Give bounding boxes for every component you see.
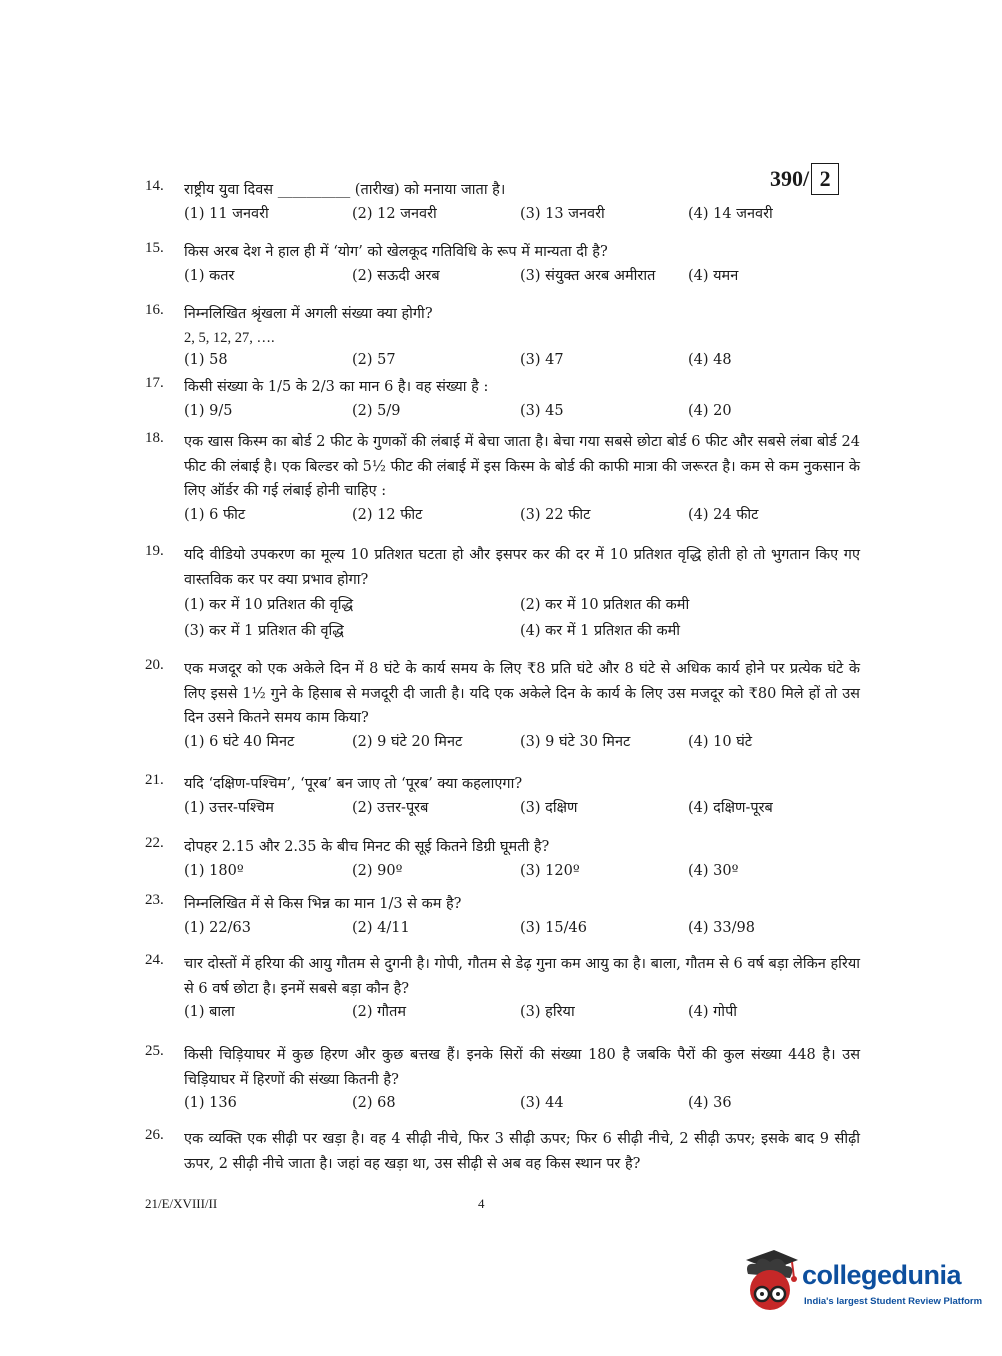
- options: [184, 349, 860, 371]
- question-19: [145, 543, 860, 644]
- option: (4) 10 घंटे: [688, 733, 753, 750]
- options: [184, 400, 860, 422]
- question-text: किसी चिड़ियाघर में कुछ हिरण और कुछ बत्तख हैं। इनके सिरों की संख्या 180 है जबकि पैरों की कुल संख्या 448 है। उस चिड़ियाघर में हिरणों की संख्या कितनी है?: [184, 1047, 860, 1088]
- option: (2) 4/11: [352, 919, 410, 936]
- options: [184, 1001, 860, 1023]
- question-number: 20.: [145, 657, 164, 673]
- option: (2) 90º: [352, 862, 403, 879]
- option: (3) 44: [520, 1095, 564, 1111]
- series-line: 2, 5, 12, 27, ….: [184, 329, 275, 346]
- options: [184, 203, 860, 225]
- option: (3) दक्षिण: [520, 799, 578, 816]
- question-number: 14.: [145, 178, 164, 194]
- question-18: [145, 430, 860, 526]
- option: (3) संयुक्त अरब अमीरात: [520, 267, 656, 284]
- option: (3) 13 जनवरी: [520, 205, 605, 222]
- question-number: 16.: [145, 302, 164, 318]
- options: [184, 1092, 860, 1114]
- option: (1) 180º: [184, 862, 244, 879]
- question-23: [145, 892, 860, 939]
- option: (1) 22/63: [184, 919, 251, 936]
- option: (1) 11 जनवरी: [184, 205, 269, 222]
- brand-tagline: India's largest Student Review Platform: [804, 1296, 983, 1307]
- option: (3) हरिया: [520, 1004, 575, 1020]
- option: (1) उत्तर-पश्चिम: [184, 799, 274, 816]
- question-text: निम्नलिखित श्रृंखला में अगली संख्या क्या होगी?: [184, 306, 433, 322]
- option: (1) 6 घंटे 40 मिनट: [184, 733, 295, 750]
- option: (2) कर में 10 प्रतिशत की कमी: [520, 597, 690, 613]
- question-number: 25.: [145, 1043, 164, 1059]
- question-text: किसी संख्या के 1/5 के 2/3 का मान 6 है। वह संख्या है :: [184, 379, 489, 395]
- option: (2) 12 फीट: [352, 506, 423, 523]
- option: (1) 136: [184, 1095, 237, 1111]
- option: (1) बाला: [184, 1004, 235, 1020]
- option: (3) 22 फीट: [520, 506, 591, 523]
- question-text: एक मजदूर को एक अकेले दिन में 8 घंटे के कार्य समय के लिए ₹8 प्रति घंटे और 8 घंटे से अधिक कार्य होने पर प्रत्येक घंटे के लिए इससे 1½ गुने के हिसाब से मजदूरी दी जाती है। यदि एक अकेले दिन के कार्य के लिए उस मजदूर को ₹80 मिले हों तो उस दिन उसने कितने समय काम किया?: [184, 661, 860, 726]
- mascot-icon: [740, 1248, 802, 1318]
- question-number: 21.: [145, 772, 164, 788]
- question-text: निम्नलिखित में से किस भिन्न का मान 1/3 से कम है?: [184, 896, 462, 912]
- option: (2) 68: [352, 1095, 396, 1111]
- watermark-logo: [740, 1248, 983, 1318]
- option: (3) 47: [520, 351, 564, 368]
- question-20: [145, 657, 860, 753]
- paper-code-text: 390/: [770, 166, 810, 191]
- option: (1) कर में 10 प्रतिशत की वृद्धि: [184, 597, 354, 613]
- option: (3) 15/46: [520, 919, 587, 936]
- question-17: [145, 375, 860, 422]
- brand-name: collegedunia: [802, 1260, 962, 1290]
- question-16: [145, 302, 860, 371]
- question-22: [145, 835, 860, 882]
- question-number: 26.: [145, 1127, 164, 1143]
- option: (4) 20: [688, 402, 732, 419]
- options: [184, 731, 860, 753]
- question-text: यदि वीडियो उपकरण का मूल्य 10 प्रतिशत घटता हो और इसपर कर की दर में 10 प्रतिशत वृद्धि होती हो तो भुगतान किए गए वास्तविक कर पर क्या प्रभाव होगा?: [184, 547, 860, 588]
- option: (4) 30º: [688, 862, 739, 879]
- option: (1) 9/5: [184, 402, 233, 419]
- question-text: राष्ट्रीय युवा दिवस __________ (तारीख) को मनाया जाता है।: [184, 182, 506, 198]
- question-number: 19.: [145, 543, 164, 559]
- option: (3) 45: [520, 402, 564, 419]
- option: (4) गोपी: [688, 1004, 738, 1020]
- option: (4) कर में 1 प्रतिशत की कमी: [520, 623, 681, 639]
- option: (3) 120º: [520, 862, 580, 879]
- question-text: यदि ‘दक्षिण-पश्चिम’, ‘पूरब’ बन जाए तो ‘पूरब’ क्या कहलाएगा?: [184, 776, 523, 792]
- question-21: [145, 772, 860, 819]
- option: (4) 33/98: [688, 919, 755, 936]
- question-text: एक खास किस्म का बोर्ड 2 फीट के गुणकों की लंबाई में बेचा जाता है। बेचा गया सबसे छोटा बोर्ड 6 फीट और सबसे लंबा बोर्ड 24 फीट की लंबाई है। एक बिल्डर को 5½ फीट की लंबाई में इस किस्म के बोर्ड की काफी मात्रा की जरूरत है। कम से कम नुकसान के लिए ऑर्डर की गई लंबाई होनी चाहिए :: [184, 434, 860, 499]
- question-number: 23.: [145, 892, 164, 908]
- options: [184, 265, 860, 287]
- question-number: 18.: [145, 430, 164, 446]
- question-text: किस अरब देश ने हाल ही में ‘योग’ को खेलकूद गतिविधि के रूप में मान्यता दी है?: [184, 244, 608, 260]
- question-26: [145, 1127, 860, 1176]
- option: (1) कतर: [184, 267, 235, 284]
- option: (4) 14 जनवरी: [688, 205, 773, 222]
- option: (4) यमन: [688, 267, 739, 284]
- question-number: 15.: [145, 240, 164, 256]
- option: (1) 6 फीट: [184, 506, 246, 523]
- option: (4) 48: [688, 351, 732, 368]
- question-text: दोपहर 2.15 और 2.35 के बीच मिनट की सूई कितने डिग्री घूमती है?: [184, 839, 550, 855]
- option: (4) दक्षिण-पूरब: [688, 799, 773, 816]
- footer-code: 21/E/XVIII/II: [145, 1196, 218, 1211]
- question-text: चार दोस्तों में हरिया की आयु गौतम से दुगनी है। गोपी, गौतम से डेढ़ गुना कम आयु का है। बाला, गौतम से 6 वर्ष बड़ा लेकिन हरिया से 6 वर्ष छोटा है। इनमें सबसे बड़ा कौन है?: [184, 956, 860, 997]
- option: (2) 57: [352, 351, 396, 368]
- page-box: 2: [811, 163, 839, 195]
- option: (2) सऊदी अरब: [352, 267, 440, 284]
- option: (3) 9 घंटे 30 मिनट: [520, 733, 631, 750]
- option: (4) 24 फीट: [688, 506, 759, 523]
- options: [184, 797, 860, 819]
- options: [184, 917, 860, 939]
- option: (2) गौतम: [352, 1004, 407, 1020]
- option: (2) 5/9: [352, 402, 401, 419]
- option: (4) 36: [688, 1095, 732, 1111]
- question-25: [145, 1043, 860, 1114]
- options: [184, 592, 860, 644]
- option: (2) 9 घंटे 20 मिनट: [352, 733, 463, 750]
- option: (2) उत्तर-पूरब: [352, 799, 429, 816]
- question-15: [145, 240, 860, 287]
- question-14: [145, 178, 860, 225]
- question-text: एक व्यक्ति एक सीढ़ी पर खड़ा है। वह 4 सीढ़ी नीचे, फिर 3 सीढ़ी ऊपर; फिर 6 सीढ़ी नीचे, 2 सीढ़ी ऊपर; इसके बाद 9 सीढ़ी ऊपर, 2 सीढ़ी नीचे जाता है। जहां वह खड़ा था, उस सीढ़ी से अब वह किस स्थान पर है?: [184, 1131, 860, 1172]
- page-number: 4: [478, 1196, 485, 1211]
- option: (3) कर में 1 प्रतिशत की वृद्धि: [184, 623, 344, 639]
- option: (1) 58: [184, 351, 228, 368]
- question-number: 24.: [145, 952, 164, 968]
- question-number: 17.: [145, 375, 164, 391]
- options: [184, 504, 860, 526]
- options: [184, 860, 860, 882]
- question-number: 22.: [145, 835, 164, 851]
- question-24: [145, 952, 860, 1023]
- option: (2) 12 जनवरी: [352, 205, 437, 222]
